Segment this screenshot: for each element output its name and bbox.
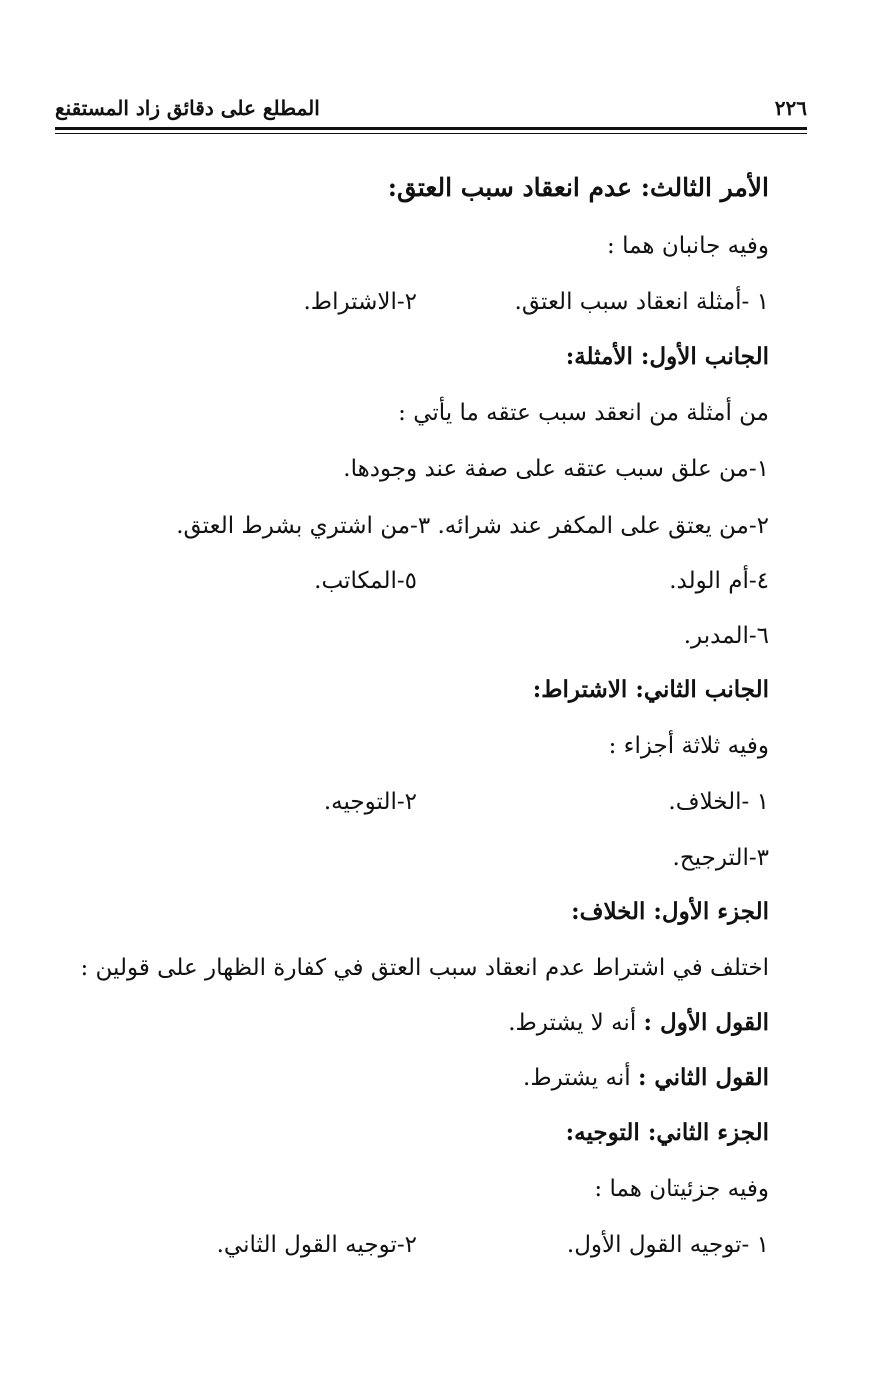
header-rule-thin — [55, 133, 807, 134]
text-line: وفيه جانبان هما : — [607, 233, 769, 259]
list-item: ٢-من يعتق على المكفر عند شرائه. ٣-من اشتري بشرط العتق. — [176, 513, 769, 539]
list-item: ٢-الاشتراط. — [303, 289, 417, 315]
list-item: ٢-التوجيه. — [323, 789, 417, 815]
list-item: ٦-المدبر. — [683, 623, 769, 649]
subheading-part-one: الجزء الأول: الخلاف: — [571, 898, 769, 925]
list-item: ١ -أمثلة انعقاد سبب العتق. — [514, 289, 769, 315]
subheading-part-two: الجزء الثاني: التوجيه: — [565, 1119, 769, 1146]
list-item: ١ -الخلاف. — [668, 789, 769, 815]
subheading-aspect-two: الجانب الثاني: الاشتراط: — [532, 676, 769, 703]
opinion-label: القول الثاني : — [637, 1064, 769, 1091]
header-rule-thick — [55, 127, 807, 130]
text-line: وفيه ثلاثة أجزاء : — [608, 733, 769, 759]
text-line: وفيه جزئيتان هما : — [594, 1176, 769, 1202]
list-item: ١-من علق سبب عتقه على صفة عند وجودها. — [343, 456, 769, 482]
opinion-line — [523, 1063, 769, 1093]
subheading-aspect-one: الجانب الأول: الأمثلة: — [565, 343, 769, 370]
opinion-text: أنه يشترط. — [523, 1065, 638, 1091]
list-item: ٥-المكاتب. — [314, 568, 417, 594]
opinion-label: القول الأول : — [643, 1009, 769, 1036]
text-line: اختلف في اشتراط عدم انعقاد سبب العتق في كفارة الظهار على قولين : — [80, 955, 769, 981]
book-title: المطلع على دقائق زاد المستقنع — [55, 96, 320, 120]
list-item: ٣-الترجيح. — [672, 845, 769, 871]
section-heading-third-matter: الأمر الثالث: عدم انعقاد سبب العتق: — [387, 173, 769, 202]
running-header — [55, 92, 807, 122]
text-line: من أمثلة من انعقد سبب عتقه ما يأتي : — [398, 400, 769, 426]
page-number: ٢٢٦ — [774, 96, 807, 120]
list-item: ٢-توجيه القول الثاني. — [216, 1232, 417, 1258]
list-item: ١ -توجيه القول الأول. — [566, 1232, 769, 1258]
opinion-line — [508, 1008, 769, 1038]
list-item: ٤-أم الولد. — [669, 568, 769, 594]
opinion-text: أنه لا يشترط. — [508, 1010, 644, 1036]
